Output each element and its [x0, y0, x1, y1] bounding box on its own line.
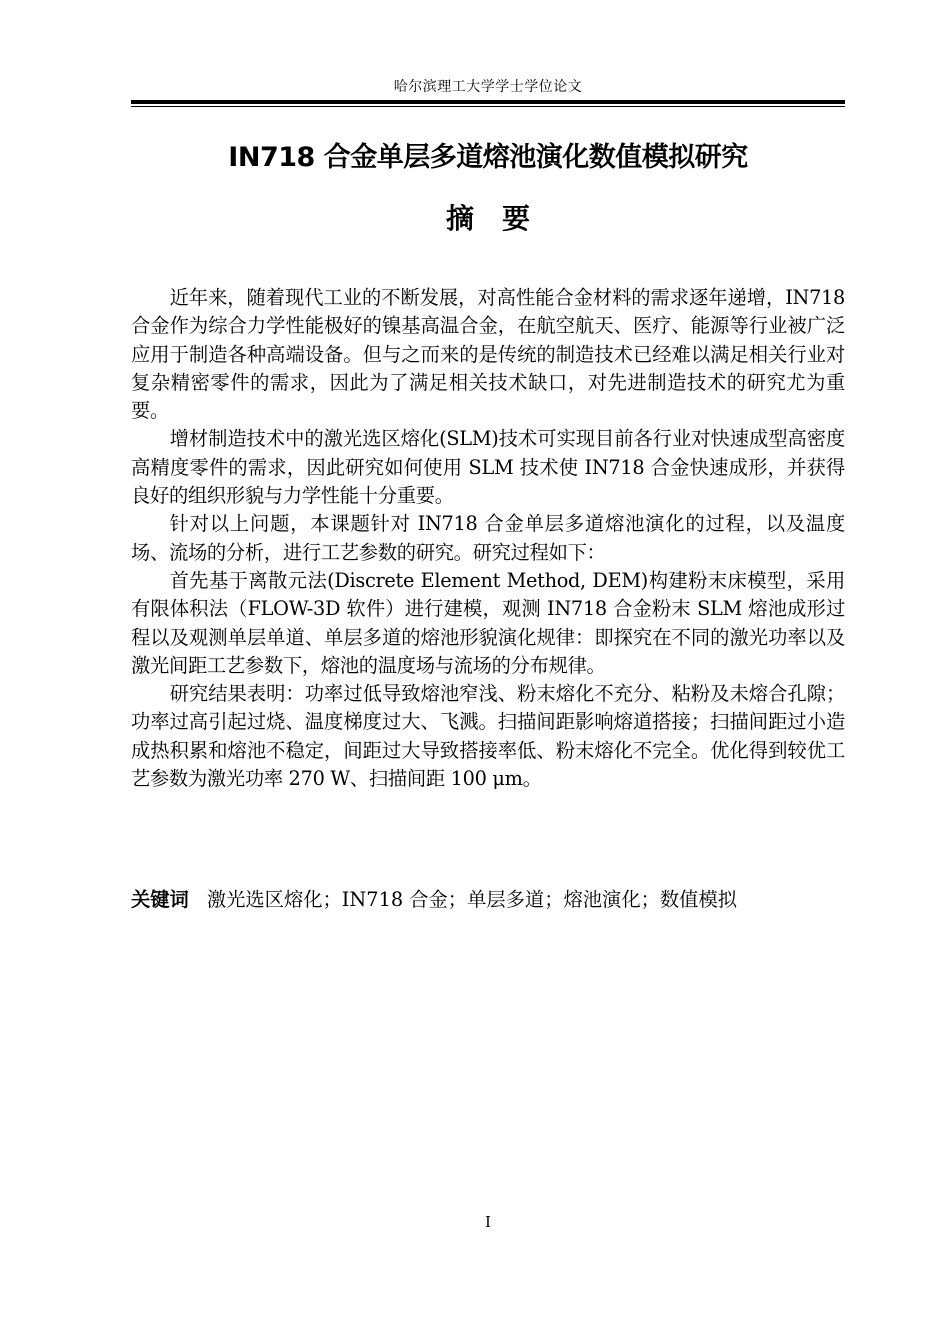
running-header: 哈尔滨理工大学学士学位论文 [393, 79, 583, 95]
abstract-paragraph: 针对以上问题，本课题针对 IN718 合金单层多道熔池演化的过程，以及温度场、流场的分析，进行工艺参数的研究。研究过程如下： [131, 512, 845, 564]
header-rule-thin [131, 106, 845, 107]
abstract-paragraph: 研究结果表明：功率过低导致熔池窄浅、粉末熔化不充分、粘粉及未熔合孔隙；功率过高引起过烧、温度梯度过大、飞溅。扫描间距影响熔道搭接；扫描间距过小造成热积累和熔池不稳定，间距过大导致搭接率低、粉末熔化不完全。优化得到较优工艺参数为激光功率 270 W、扫描间距 100 μm。 [131, 682, 845, 791]
abstract-body [131, 284, 845, 793]
header-rule-thick [131, 100, 845, 104]
thesis-title: IN718 合金单层多道熔池演化数值模拟研究 [228, 142, 748, 173]
keywords-text: 激光选区熔化；IN718 合金；单层多道；熔池演化；数值模拟 [206, 888, 738, 911]
abstract-paragraph: 增材制造技术中的激光选区熔化(SLM)技术可实现目前各行业对快速成型高密度高精度零件的需求，因此研究如何使用 SLM 技术使 IN718 合金快速成形，并获得良好的组织形貌与力学性能十分重要。 [131, 427, 845, 508]
keywords-line [131, 886, 845, 914]
abstract-paragraph: 首先基于离散元法(Discrete Element Method, DEM)构建粉末床模型，采用有限体积法（FLOW-3D 软件）进行建模，观测 IN718 合金粉末 SLM 熔池成形过程以及观测单层单道、单层多道的熔池形貌演化规律：即探究在不同的激光功率以及激光间距工艺参数下，熔池的温度场与流场的分布规律。 [131, 568, 845, 677]
abstract-paragraph: 近年来，随着现代工业的不断发展，对高性能合金材料的需求逐年递增，IN718 合金作为综合力学性能极好的镍基高温合金，在航空航天、医疗、能源等行业被广泛应用于制造各种高端设备。但与之而来的是传统的制造技术已经难以满足相关行业对复杂精密零件的需求，因此为了满足相关技术缺口，对先进制造技术的研究尤为重要。 [131, 286, 845, 423]
keywords-label: 关键词 [131, 888, 189, 911]
abstract-heading: 摘要 [445, 202, 558, 235]
page-number: I [485, 1213, 491, 1231]
